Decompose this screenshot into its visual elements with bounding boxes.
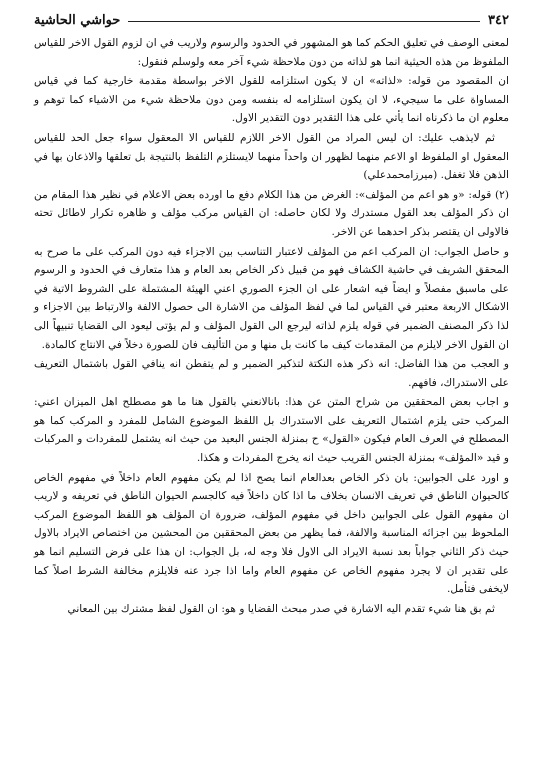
paragraph: و العجب من هذا الفاضل: انه ذكر هذه النكتة لتذكير الضمير و لم يتفطن انه ينافي القول باشتمال التعريف على الاستدراك، فافهم. bbox=[34, 358, 509, 389]
paragraph: ان المقصود من قوله: «لذاته» ان لا يكون استلزامه للقول الاخر بواسطة مقدمة خارجية كما في قياس المساواة على ما سيجيء، لا ان يكون استلزامه له بنفسه ومن دون ملاحظة شيء من الاشياء كما توهم و معلوم ان ما ذكرناه انما يأتي على هذا التقدير دون التقدير الاول. bbox=[34, 75, 509, 125]
page-body bbox=[34, 34, 509, 618]
paragraph: و اجاب بعض المحققين من شراح المتن عن هذا: بانالانعني بالقول هنا ما هو مصطلح اهل الميزان اعني: المركب حتى يلزم اشتمال التعريف على الاستدراك بل اللفظ الموضوع الشامل للمفرد و المركب كما هو المصطلح في العرف العام فيكون «القول» ح بمنزلة الجنس البعيد من حيث انه يشتمل للمفردات و المركبات و قيد «المؤلف» بمنزلة الجنس القريب حيث انه يخرج المفردات و هكذا. bbox=[34, 396, 509, 465]
paragraph: (٢) قوله: «و هو اعم من المؤلف»: الغرض من هذا الكلام دفع ما اورده بعض الاعلام في نظير هذا المقام من ان ذكر المؤلف بعد القول مستدرك ولا لكان حاصله: ان القياس مركب مؤلف و ظاهره تكرار لاطائل تحته فالاولى ان يقتصر بذكر احدهما عن الاخر. bbox=[34, 188, 509, 238]
running-title: حواشي الحاشية bbox=[34, 13, 121, 28]
paragraph: و اورد على الجوابين: بان ذكر الخاص بعدالعام انما يصح اذا لم يكن مفهوم العام داخلاً في مفهوم الخاص كالحيوان الناطق في تعريف الانسان بخلاف ما اذا كان داخلاً فيه كالجسم الحيوان الناطق في تعريفه و لاريب ان مفهوم القول على الجوابين داخل في مفهوم المؤلف، ضرورة ان المؤلف هو اللفظ الموضوع المركب الملحوظ بين اجزائه المناسبة والالفة، فما يظهر من بعض المحققين من المحشين من اختصاص الايراد بالاول حيث ذكر الثاني جواباً بعد نسبة الايراد الى الاول فلا وجه له، بل الجواب: ان هذا على فرض التسليم انما هو على تقدير ان لا يجرد مفهوم الخاص عن مفهوم العام واما اذا جرد عنه فلايلزم مخالفة الشرط اصلاً كما لايخفى فتأمل. bbox=[34, 471, 509, 596]
page-number: ٣٤٢ bbox=[488, 13, 509, 28]
paragraph: ثم لايذهب عليك: ان ليس المراد من القول الاخر اللازم للقياس الا المعقول سواء جعل الحد للقياس المعقول او الملفوظ او الاعم منهما لظهور ان واحداً منهما لايستلزم التلفظ بالنتيجة بل تعلقها والاذعان بها في الذهن فلا تغفل. (ميرزامحمدعلي) bbox=[34, 131, 509, 182]
paragraph: ثم بق هنا شيء تقدم اليه الاشارة في صدر مبحث القضايا و هو: ان القول لفظ مشترك بين المعاني bbox=[67, 602, 495, 615]
paragraph: لمعنى الوصف في تعليق الحكم كما هو المشهور في الحدود والرسوم ولاريب في ان لزوم القول الاخر للقياس الملفوظ من هذه الحيثية انما هو لذاته من دون ملاحظة شيء آخر معه ولوسلم فنقول: bbox=[34, 37, 509, 68]
paragraph: و حاصل الجواب: ان المركب اعم من المؤلف لاعتبار التناسب بين الاجزاء فيه دون المركب على ما صرح به المحقق الشريف في حاشية الكشاف فهو من قبيل ذكر الخاص بعد العام و هذا متعارف في الحدود و الرسوم على ماسبق مفصلاً و ايضاً فيه اشعار على ان الجزء الصوري اعني الهيئة المشتملة على الشروط الاتية في الاشكال الاربعة معتبر في القياس لما في لفظ المؤلف من الاشارة الى حصول الالفة والارتباط بين الاجزاء و لذا ذكر المصنف الضمير في قوله يلزم لذاته ليرجع الى القول المؤلف و لم يؤتى ليعود الى القضايا تنبيهاً الى ان القول الاخر لايلزم من المقدمات كيف ما كانت بل منها و من التأليف فان للصورة دخلاً في الانتاج كالمادة. bbox=[34, 245, 509, 351]
header-rule bbox=[128, 21, 480, 22]
page-header bbox=[34, 6, 509, 28]
